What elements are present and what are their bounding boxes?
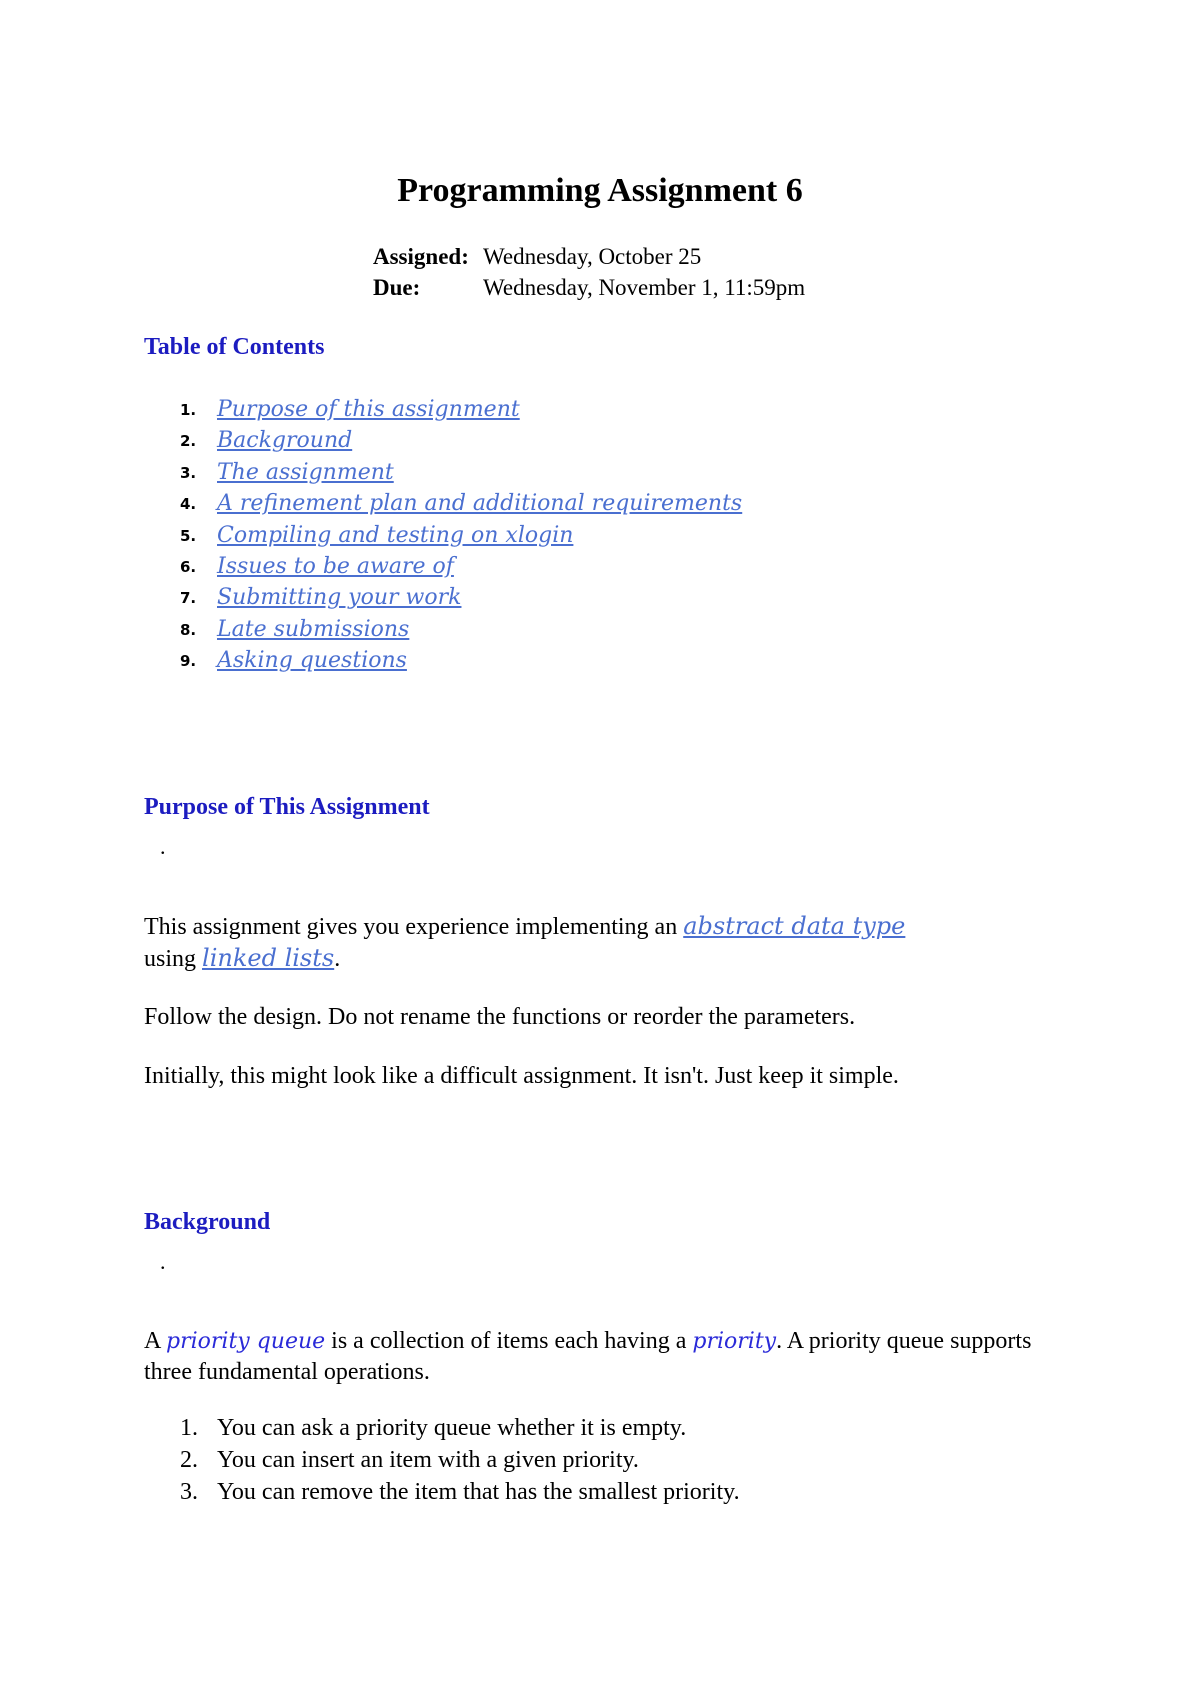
abstract-data-type-link[interactable]: abstract data type (683, 912, 906, 940)
background-text: A (144, 1328, 167, 1354)
assigned-label: Assigned: (373, 244, 469, 269)
due-row (373, 275, 815, 306)
priority-queue-term: priority queue (166, 1329, 326, 1354)
simplicity-paragraph: Initially, this might look like a difficult assignment. It isn't. Just keep it simple. (144, 1063, 899, 1089)
toc-link-compiling-testing[interactable]: Compiling and testing on xlogin (217, 522, 574, 548)
due-value: Wednesday, November 1, 11:59pm (483, 275, 806, 300)
assigned-value: Wednesday, October 25 (483, 244, 702, 269)
list-item-number: 2. (180, 1447, 198, 1473)
toc-item-number: 8. (180, 620, 197, 639)
purpose-text: This assignment gives you experience implementing an (144, 914, 684, 940)
design-paragraph: Follow the design. Do not rename the functions or reorder the parameters. (144, 1004, 856, 1030)
toc-link-background[interactable]: Background (217, 428, 353, 454)
toc-link-the-assignment[interactable]: The assignment (217, 459, 394, 485)
toc-item-number: 3. (180, 463, 197, 482)
purpose-heading: Purpose of This Assignment (144, 794, 430, 820)
background-heading: Background (144, 1209, 271, 1235)
list-item-text: You can remove the item that has the smallest priority. (217, 1479, 740, 1505)
toc-link-late-submissions[interactable]: Late submissions (217, 616, 410, 642)
toc-link-issues[interactable]: Issues to be aware of (217, 553, 454, 579)
list-item-number: 1. (180, 1415, 198, 1441)
toc-item-number: 4. (180, 495, 197, 514)
linked-lists-link[interactable]: linked lists (202, 944, 335, 972)
priority-term: priority (692, 1329, 777, 1354)
background-text: . A priority queue supports three fundamental operations. (144, 1328, 1032, 1385)
assigned-row (373, 244, 815, 275)
assignment-dates (373, 244, 815, 306)
section-marker: . (160, 1249, 166, 1274)
toc-link-refinement-plan[interactable]: A refinement plan and additional requirements (217, 491, 743, 517)
toc-link-asking-questions[interactable]: Asking questions (217, 648, 407, 674)
toc-link-submitting[interactable]: Submitting your work (217, 585, 462, 611)
purpose-text: using (144, 946, 203, 972)
section-marker: . (160, 834, 166, 859)
toc-link-purpose[interactable]: Purpose of this assignment (217, 397, 520, 422)
toc-item-number: 1. (180, 401, 197, 419)
toc-heading: Table of Contents (144, 334, 325, 360)
toc-item-number: 2. (180, 432, 197, 451)
background-text: is a collection of items each having a (325, 1328, 693, 1354)
list-item-text: You can insert an item with a given priority. (217, 1447, 639, 1473)
page-title: Programming Assignment 6 (397, 172, 803, 209)
toc-item-number: 5. (180, 526, 197, 545)
toc-item-number: 7. (180, 589, 197, 608)
purpose-paragraph (144, 911, 944, 975)
purpose-text: . (334, 946, 341, 972)
due-label: Due: (373, 275, 421, 300)
list-item-number: 3. (180, 1479, 198, 1505)
list-item-text: You can ask a priority queue whether it is empty. (217, 1415, 687, 1441)
background-paragraph (144, 1326, 1044, 1388)
toc-item-number: 6. (180, 557, 197, 576)
toc-item-number: 9. (180, 652, 197, 671)
